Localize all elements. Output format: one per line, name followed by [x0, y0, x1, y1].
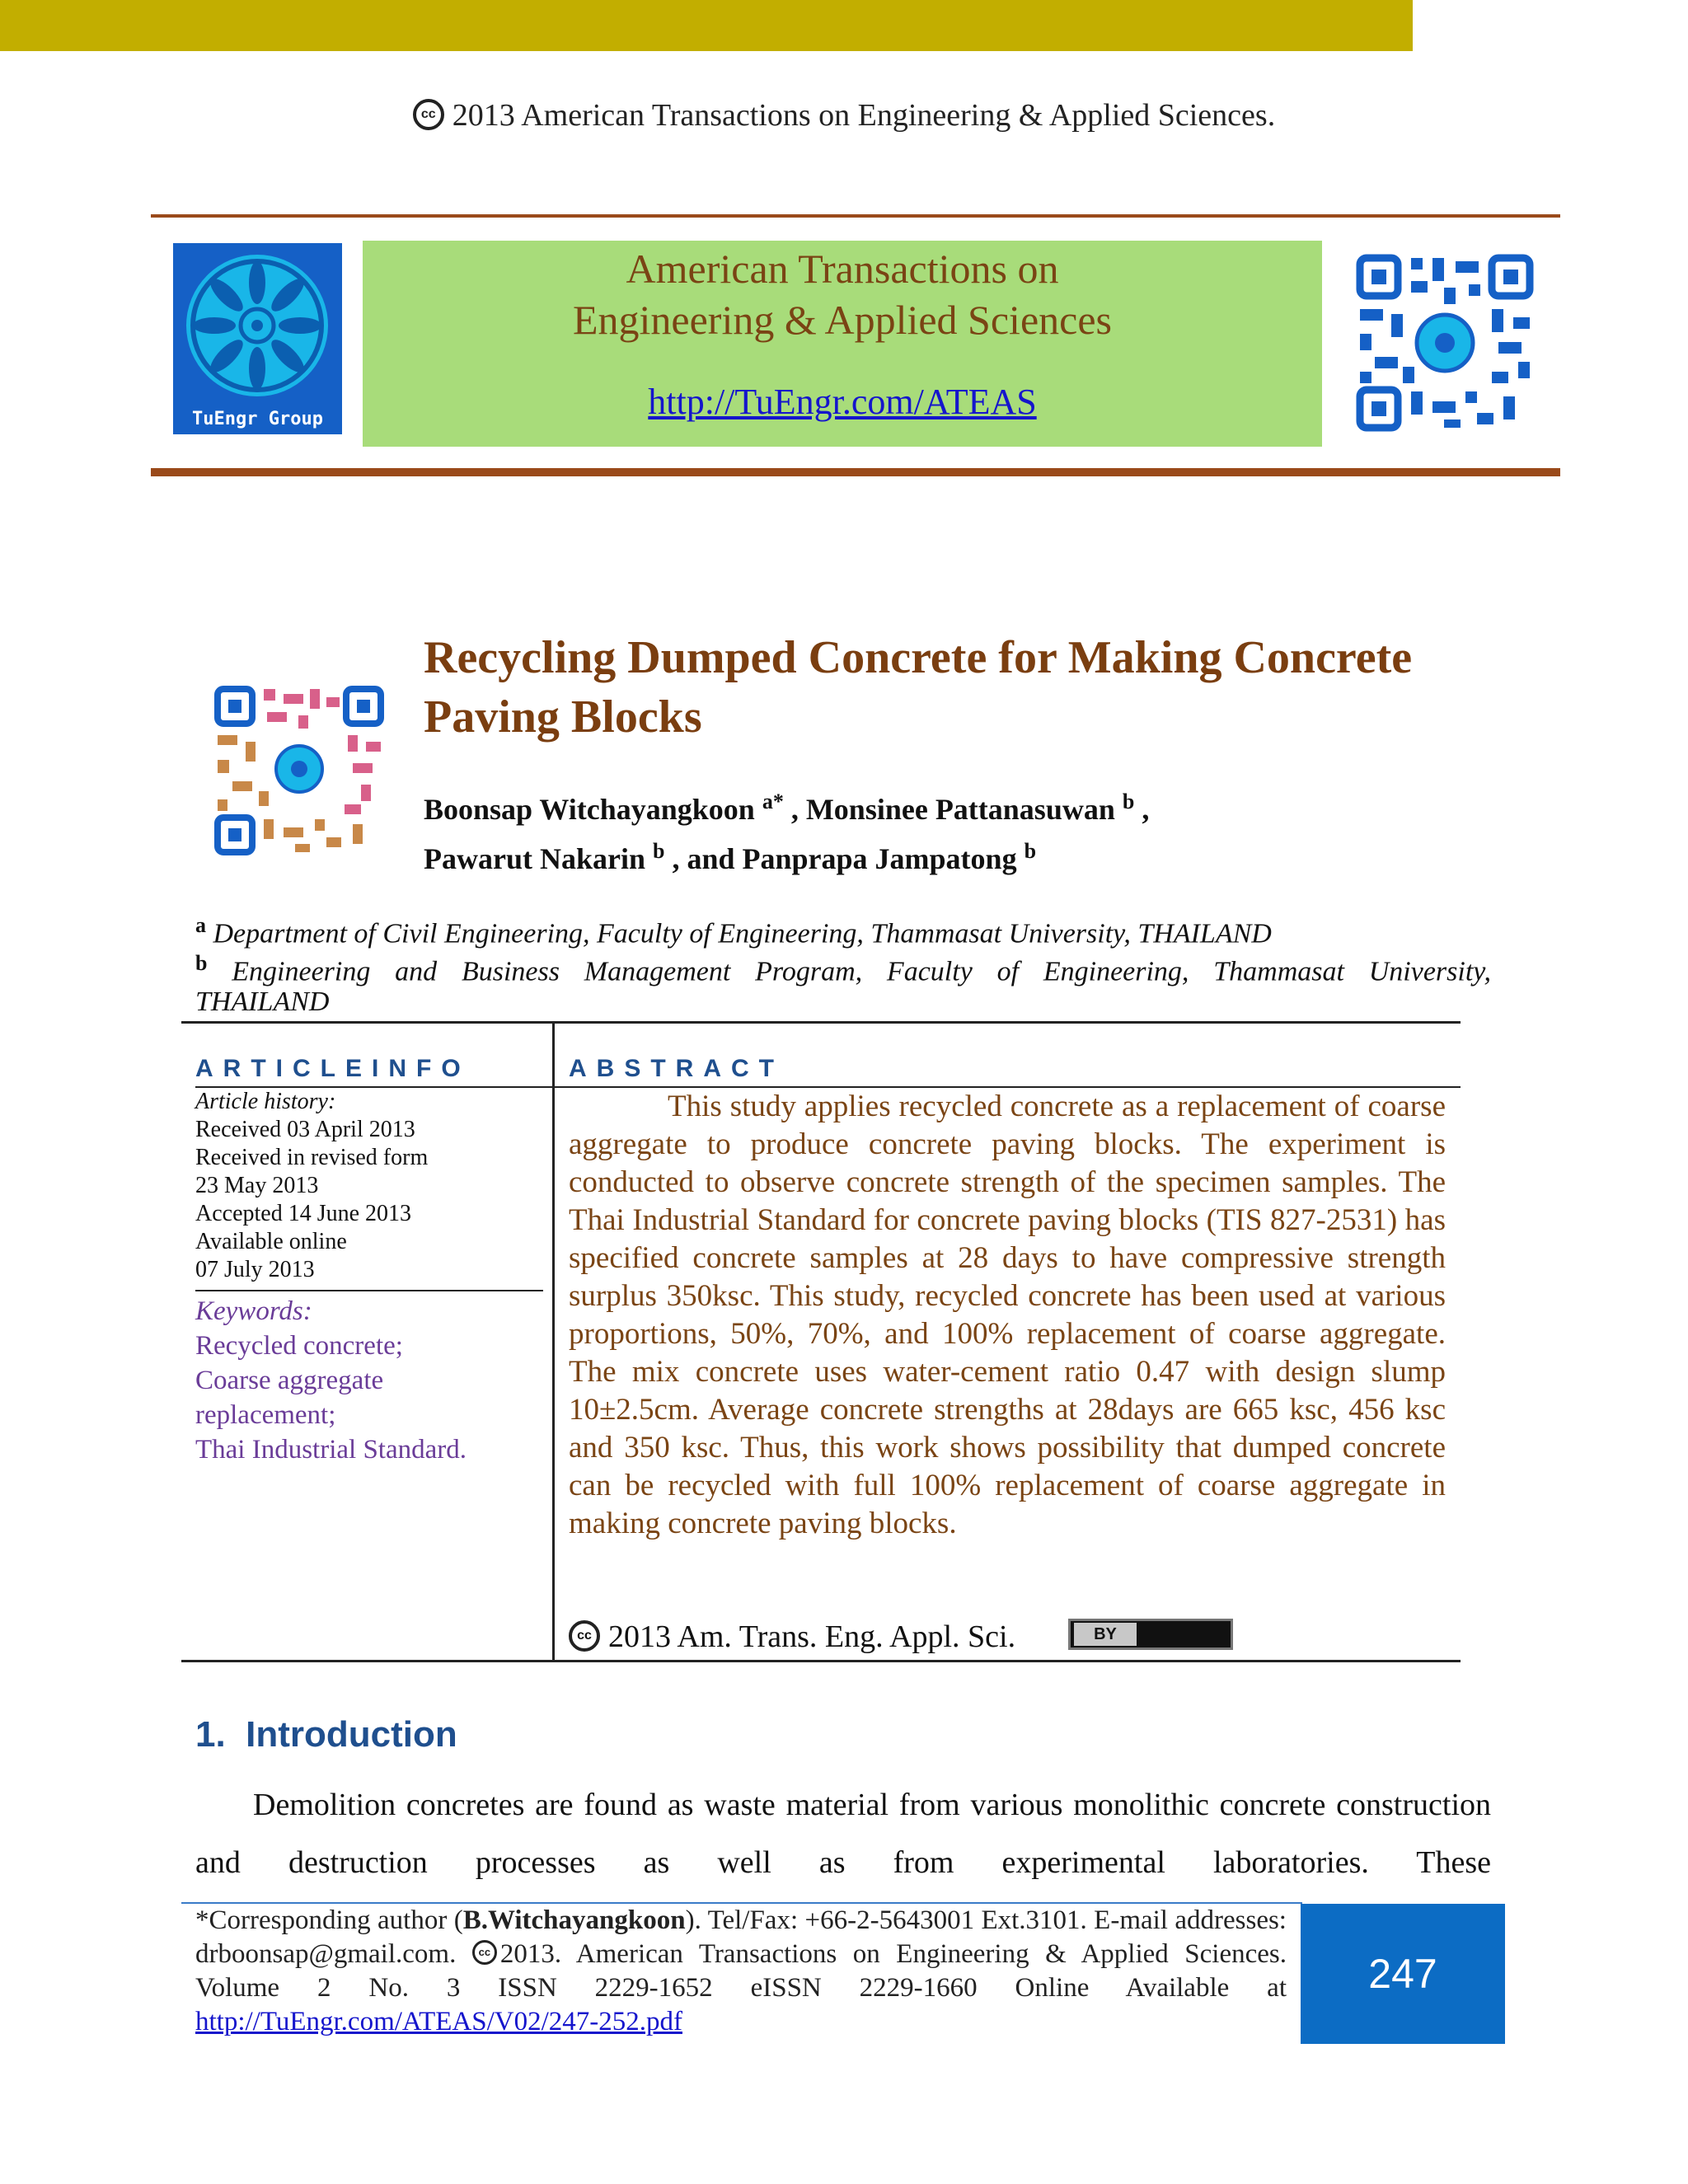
abstract-heading: ABSTRACT	[569, 1055, 784, 1082]
author-separator: , and	[672, 842, 735, 875]
page-number: 247	[1301, 1904, 1505, 2044]
qr-code-journal	[1353, 251, 1536, 434]
keyword-item: replacement;	[195, 1400, 336, 1430]
author-name: Pawarut Nakarin	[424, 842, 645, 875]
journal-title: American Transactions on Engineering & Applied Sciences	[572, 246, 1112, 343]
cc-by-label: BY	[1074, 1623, 1137, 1646]
keyword-item: Coarse aggregate	[195, 1366, 384, 1395]
author-separator: ,	[790, 793, 799, 826]
frame-bottom-rule	[181, 1660, 1461, 1662]
author-separator: ,	[1142, 793, 1150, 826]
pdf-link[interactable]: http://TuEngr.com/ATEAS/V02/247-252.pdf	[195, 2007, 682, 2036]
history-accepted: Accepted 14 June 2013	[195, 1201, 412, 1226]
author-name: Monsinee Pattanasuwan	[805, 793, 1115, 826]
authors-line-1	[424, 790, 1149, 827]
logo-caption: TuEngr Group	[192, 409, 323, 429]
footer-note: *Corresponding author (B.Witchayangkoon). Tel/Fax: +66-2-5643001 Ext.3101. E-mail addresses: drboonsap@gmail.com. cc 2013. American Transactions on Engineering & Applied Sciences. Volume 2 No. 3 ISSN 2229-1652 eISSN 2229-1660 Online Available at http://TuEngr.com/ATEAS/V02/247-252.pdf	[195, 1905, 1287, 2036]
cc-by-badge[interactable]	[1068, 1619, 1233, 1650]
authors-line-2	[424, 839, 1036, 876]
affiliation-b	[195, 951, 1491, 987]
corresponding-author-name: B.Witchayangkoon	[462, 1905, 686, 1935]
author-affiliation-mark: b	[1024, 839, 1037, 863]
frame-top-rule	[181, 1021, 1461, 1024]
tuengr-wheel-logo	[173, 243, 342, 434]
banner-top-rule	[151, 214, 1560, 218]
author-name: Panprapa Jampatong	[742, 842, 1017, 875]
paper-title: Recycling Dumped Concrete for Making Concrete Paving Blocks	[424, 632, 1413, 743]
introduction-heading: 1. Introduction	[195, 1714, 457, 1755]
banner-bottom-rule	[151, 468, 1560, 476]
article-history-label: Article history:	[195, 1089, 336, 1114]
history-keywords-rule	[195, 1290, 543, 1291]
author-affiliation-mark: a*	[762, 790, 784, 813]
affiliation-text: Engineering and Business Management Program, Faculty of Engineering, Thammasat University,	[232, 956, 1491, 987]
history-online-date: 07 July 2013	[195, 1257, 315, 1282]
author-name: Boonsap Witchayangkoon	[424, 793, 755, 826]
history-revised-date: 23 May 2013	[195, 1173, 319, 1198]
affiliation-text: Department of Civil Engineering, Faculty of Engineering, Thammasat University, THAILAND	[213, 918, 1272, 949]
journal-url-link[interactable]: http://TuEngr.com/ATEAS	[648, 382, 1037, 422]
author-affiliation-mark: b	[653, 839, 665, 863]
article-info-heading: ARTICLEINFO	[195, 1055, 471, 1082]
top-color-bar	[0, 0, 1413, 51]
cc-icon: cc	[569, 1620, 600, 1652]
cc-icon: cc	[413, 99, 444, 130]
cc-icon: cc	[472, 1940, 497, 1965]
introduction-text: Demolition concretes are found as waste material from various monolithic concrete construction and destruction processes as well as from experimental laboratories. These	[195, 1788, 1491, 1880]
keywords-label: Keywords:	[195, 1296, 312, 1326]
keyword-item: Thai Industrial Standard.	[195, 1435, 467, 1465]
keyword-item: Recycled concrete;	[195, 1331, 403, 1361]
frame-divider	[552, 1021, 555, 1661]
history-revised: Received in revised form	[195, 1145, 429, 1170]
affiliation-a	[195, 913, 1491, 949]
history-online: Available online	[195, 1229, 347, 1254]
affiliation-b-continued: THAILAND	[195, 987, 330, 1017]
abstract-copyright: cc 2013 Am. Trans. Eng. Appl. Sci.	[569, 1619, 1015, 1655]
journal-copyright-notice: cc 2013 American Transactions on Engineering & Applied Sciences.	[0, 97, 1688, 134]
journal-banner	[363, 241, 1322, 447]
qr-code-paper	[213, 684, 386, 857]
author-affiliation-mark: b	[1122, 790, 1135, 813]
affiliation-mark: a	[195, 913, 206, 937]
affiliation-mark: b	[195, 951, 208, 975]
history-received: Received 03 April 2013	[195, 1117, 415, 1142]
abstract-text: This study applies recycled concrete as a replacement of coarse aggregate to produce concrete paving blocks. The experiment is conducted to observe concrete strength of the specimen samples. The Thai Industrial Standard for concrete paving blocks (TIS 827-2531) has specified concrete samples at 28 days to have compressive strength surplus 350ksc. This study, recycled concrete has been used at various proportions, 50%, 70%, and 100% replacement of coarse aggregate. The mix concrete uses water-cement ratio 0.47 with design slump 10±2.5cm. Average concrete strengths at 28days are 665 ksc, 456 ksc and 350 ksc. Thus, this work shows possibility that dumped concrete can be recycled with full 100% replacement of coarse aggregate in making concrete paving blocks.	[569, 1090, 1446, 1540]
